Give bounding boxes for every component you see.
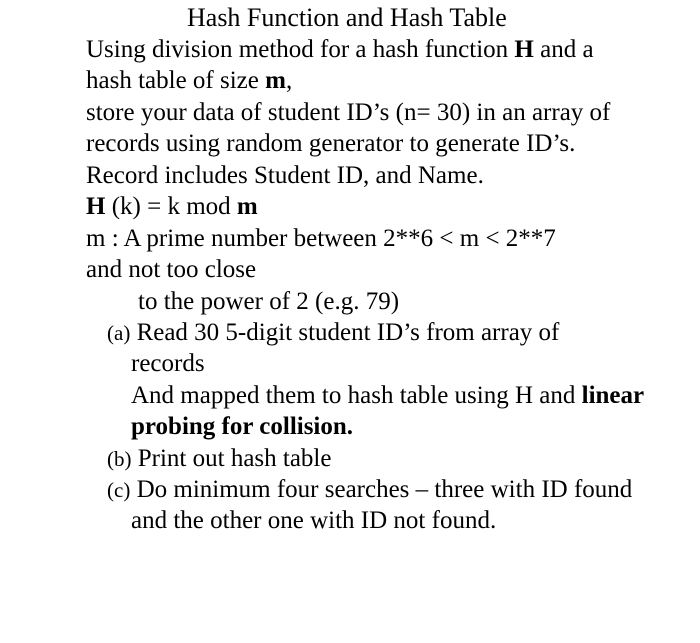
intro-line-2 — [86, 65, 292, 96]
item-a-bold: linear — [581, 382, 645, 409]
constraint-line-3: to the power of 2 (e.g. 79) — [138, 288, 400, 315]
symbol-m: m — [265, 67, 286, 94]
item-a-label: (a) — [107, 321, 131, 345]
intro-line-5: Record includes Student ID, and Name. — [86, 162, 484, 189]
item-c-text: Do minimum four searches – three with ID found — [130, 476, 633, 503]
constraint-line-2: and not too close — [86, 256, 257, 283]
item-a-line-4 — [131, 411, 353, 442]
intro-line-3: store your data of student ID’s (n= 30) in an array of — [86, 99, 611, 126]
intro-text: , — [285, 67, 293, 94]
item-c-line-2: and the other one with ID not found. — [131, 507, 497, 534]
item-a-text: And mapped them to hash table using H and — [131, 382, 582, 409]
formula-text: (k) = k mod — [105, 193, 237, 220]
item-a-line-1 — [107, 317, 559, 349]
item-a-line-2: records — [131, 350, 205, 377]
item-b-text: Print out hash table — [131, 445, 332, 472]
page-title: Hash Function and Hash Table — [187, 3, 507, 32]
intro-text: Using division method for a hash function — [86, 36, 515, 63]
item-b-label: (b) — [107, 447, 132, 471]
item-b-line-1 — [107, 443, 331, 475]
item-a-line-3 — [131, 380, 644, 411]
item-a-text: Read 30 5-digit student ID’s from array of — [130, 319, 560, 346]
item-c-label: (c) — [107, 478, 131, 502]
formula-h: H — [86, 193, 106, 220]
intro-text: hash table of size — [86, 67, 266, 94]
symbol-h: H — [514, 36, 534, 63]
hash-formula — [86, 191, 258, 222]
intro-line-1 — [86, 34, 594, 65]
intro-text: and a — [533, 36, 594, 63]
formula-m: m — [236, 193, 258, 220]
item-a-bold: probing for collision. — [131, 413, 354, 440]
item-c-line-1 — [107, 474, 632, 506]
intro-line-4: records using random generator to generate ID’s. — [86, 130, 576, 157]
constraint-line-1: m : A prime number between 2**6 < m < 2**7 — [86, 225, 556, 252]
